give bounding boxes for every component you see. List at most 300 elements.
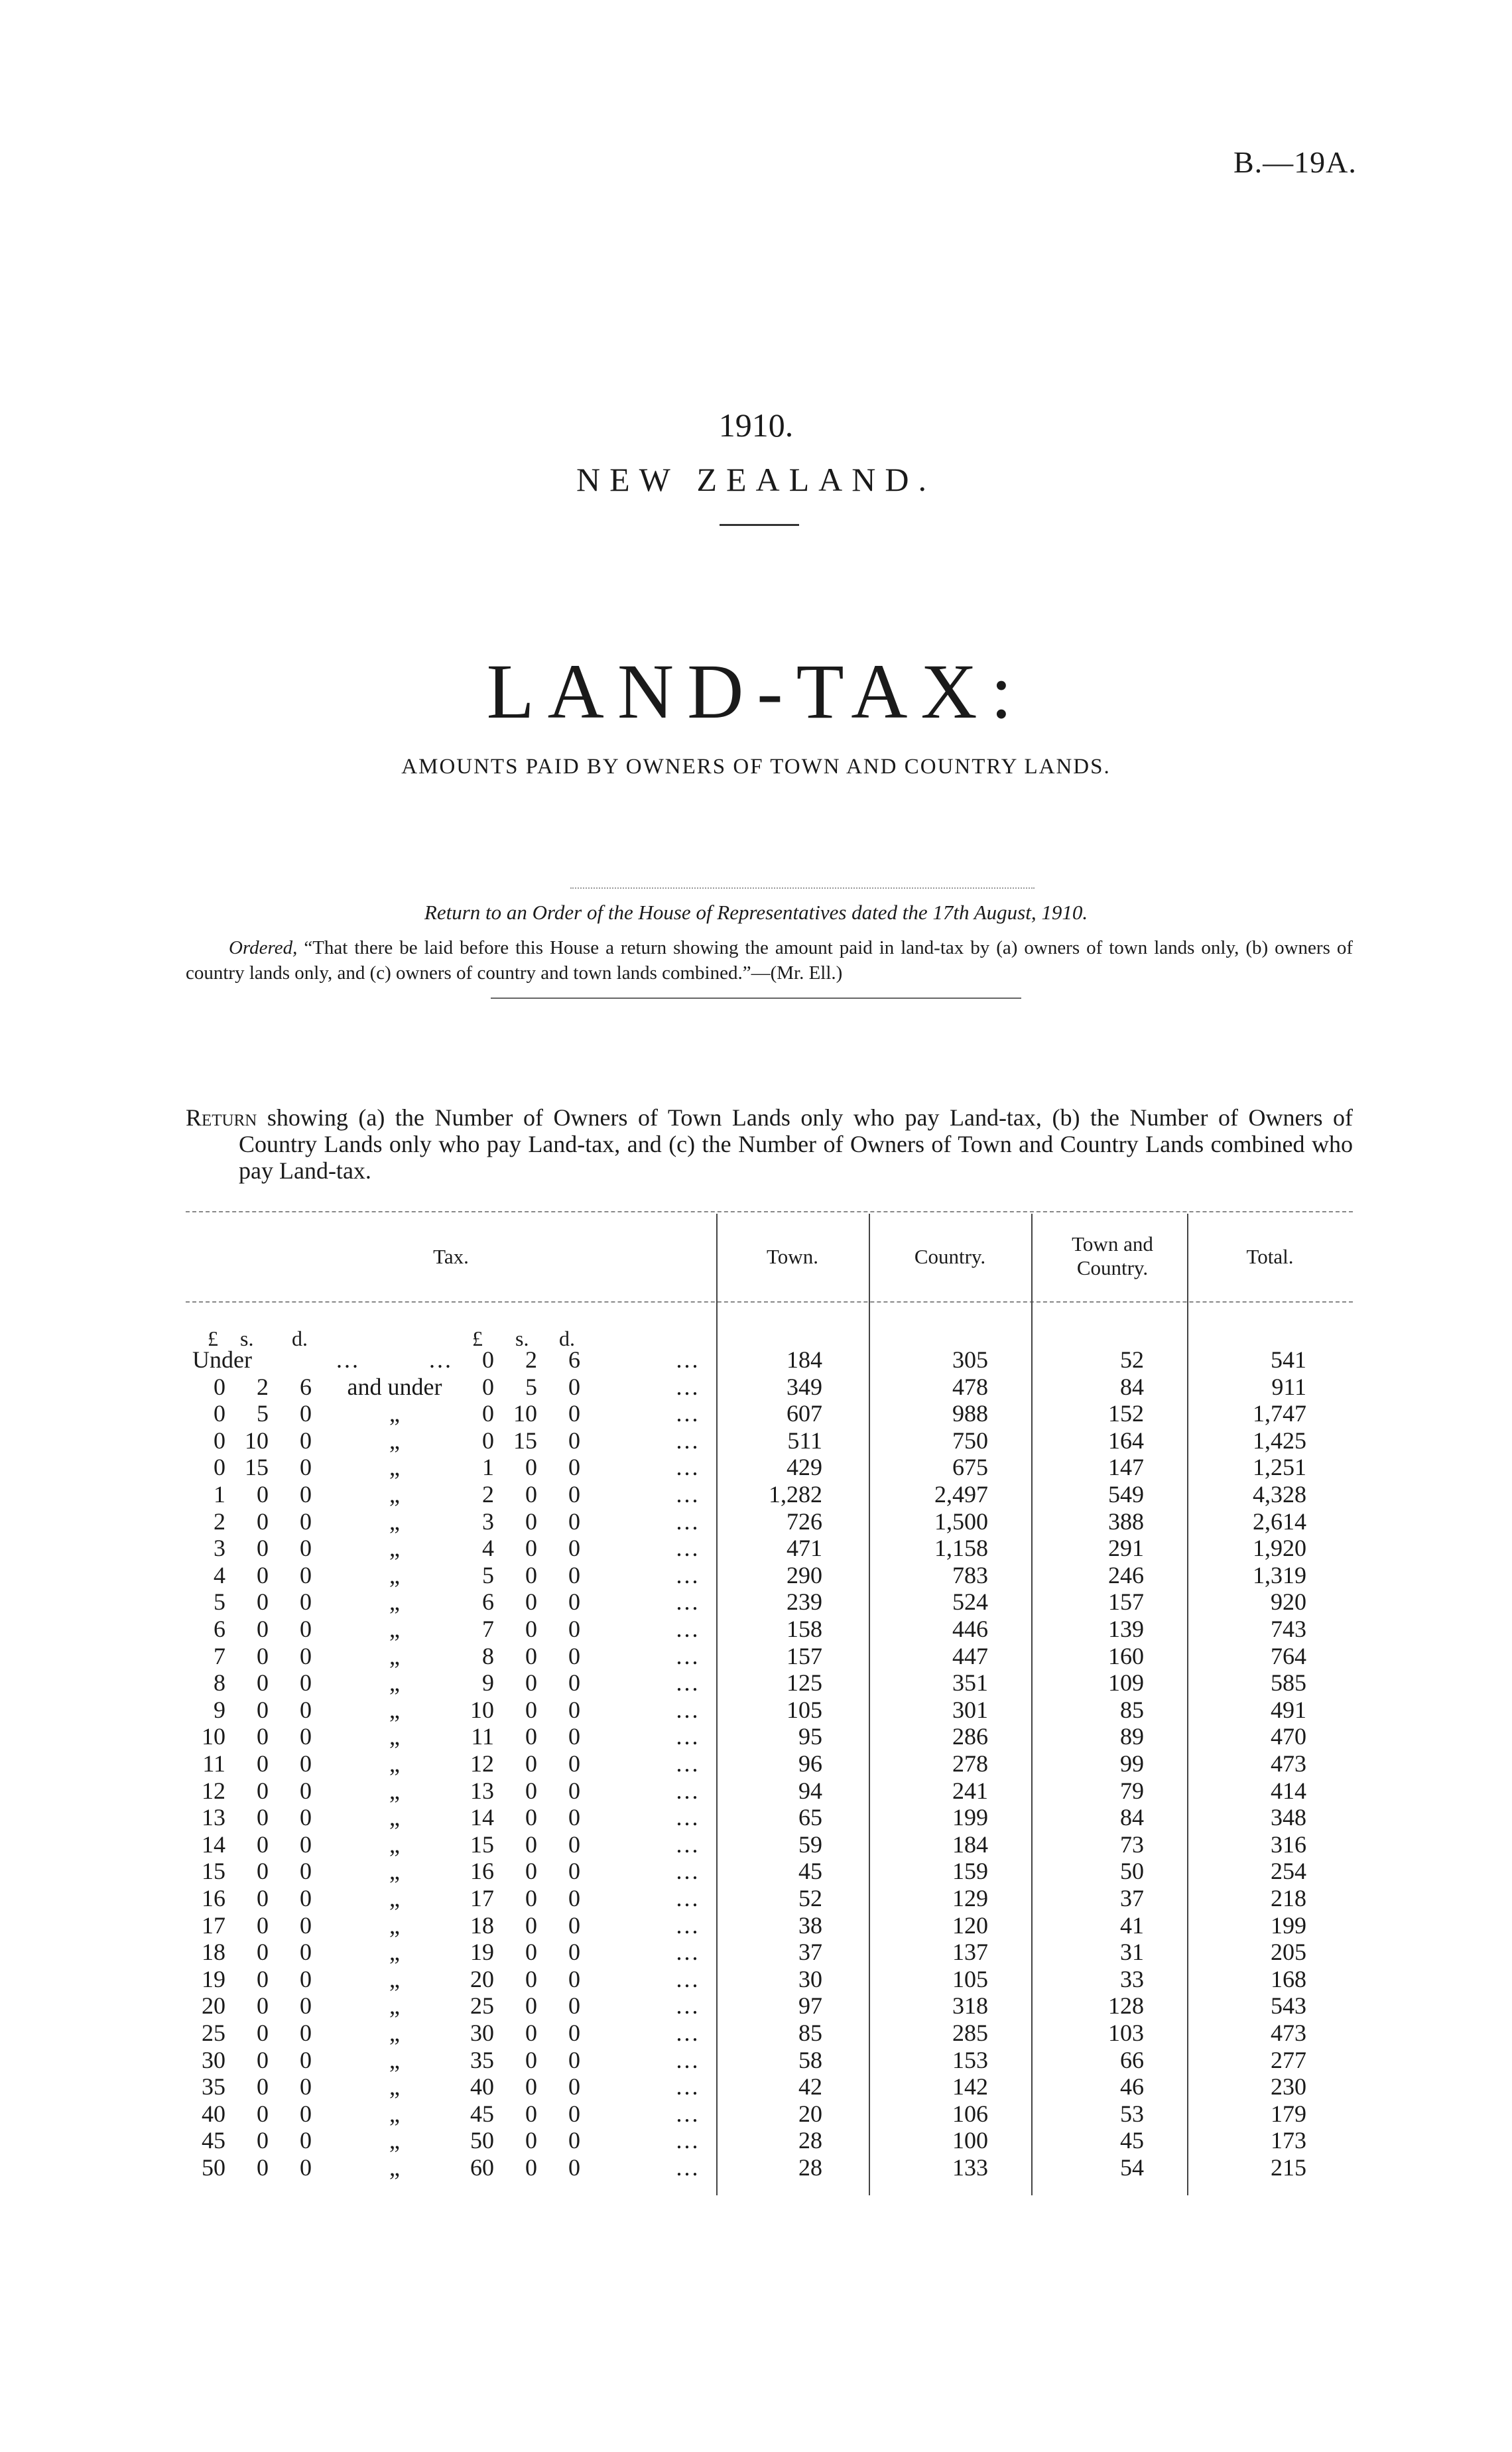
tax-to-pounds: 9 [482,1669,494,1696]
country-count: 100 [952,2127,988,2154]
leader-dots: ... [676,1616,700,1642]
country-count: 446 [952,1616,988,1642]
tax-to-pounds: 16 [470,1858,494,1884]
tax-to-pence: 0 [568,1454,580,1480]
tax-range-separator: „ [389,1777,400,1804]
tax-from-shillings: 0 [257,1697,269,1723]
tax-from-pence: 0 [300,1481,312,1508]
tax-from-pence: 0 [300,1912,312,1939]
tax-from-pence: 0 [300,1885,312,1911]
tax-from-pence: 0 [300,1643,312,1669]
tax-to-pence: 0 [568,1723,580,1750]
leader-dots: ... [676,1939,700,1965]
total-count: 254 [1271,1858,1306,1884]
tax-from-shillings: 0 [257,1723,269,1750]
ordered-text: “That there be laid before this House a return showing the amount paid in land-tax by (a) owners of town lands only, (b) owners of country lands only, and (c) owners of country and town lands combined.”—(Mr. Ell.) [186,937,1354,984]
tax-from-pence: 0 [300,1616,312,1642]
country-count: 184 [952,1831,988,1858]
tax-to-pence: 0 [568,1992,580,2019]
town-and-country-count: 41 [1120,1912,1144,1939]
tax-range-separator: „ [389,1750,400,1777]
tax-from-pence: 0 [300,1939,312,1965]
tax-to-pence: 0 [568,2073,580,2100]
tax-from-pence: 0 [300,1562,312,1588]
tax-from-shillings: 0 [257,2073,269,2100]
tax-range-separator: „ [389,1643,400,1669]
leader-dots: ... [676,1723,700,1750]
town-count: 58 [798,2047,822,2073]
tax-to-shillings: 0 [525,1454,537,1480]
tax-range-separator: „ [389,1804,400,1831]
tax-to-shillings: 0 [525,2020,537,2046]
leader-dots: ... [336,1346,360,1373]
country-count: 159 [952,1858,988,1884]
tax-to-shillings: 0 [525,1723,537,1750]
town-and-country-count: 84 [1120,1374,1144,1400]
tax-from-shillings: 0 [257,1669,269,1696]
return-order-line: Return to an Order of the House of Representatives dated the 17th August, 1910. [424,901,1088,924]
tax-range-separator: „ [389,1508,400,1535]
country-count: 1,158 [934,1535,988,1561]
tax-to-shillings: 0 [525,1481,537,1508]
total-count: 473 [1271,1750,1306,1777]
tax-from-pence: 0 [300,1858,312,1884]
leader-dots: ... [676,1750,700,1777]
tax-from-shillings: 0 [257,1912,269,1939]
tax-from-pence: 0 [300,1723,312,1750]
tax-from-shillings: 15 [245,1454,269,1480]
tax-from-pounds: 0 [214,1400,225,1427]
tax-from-shillings: 0 [257,1777,269,1804]
tax-from-shillings: 0 [257,2154,269,2181]
tax-to-pence: 0 [568,2127,580,2154]
tax-to-shillings: 0 [525,1616,537,1642]
town-and-country-count: 73 [1120,1831,1144,1858]
tax-from-shillings: 0 [257,1992,269,2019]
tax-to-pounds: 0 [482,1374,494,1400]
total-count: 4,328 [1253,1481,1306,1508]
country-count: 105 [952,1966,988,1992]
town-and-country-count: 157 [1108,1588,1144,1615]
town-count: 37 [798,1939,822,1965]
tax-from-shillings: 10 [245,1427,269,1454]
town-count: 59 [798,1831,822,1858]
tax-to-pounds: 5 [482,1562,494,1588]
country-count: 524 [952,1588,988,1615]
tax-to-pounds: 17 [470,1885,494,1911]
tax-from-shillings: 0 [257,2047,269,2073]
tax-to-shillings: 2 [525,1346,537,1373]
country-count: 318 [952,1992,988,2019]
tax-range-separator: „ [389,1588,400,1615]
tax-from-pounds: 0 [214,1374,225,1400]
country-count: 351 [952,1669,988,1696]
total-count: 1,920 [1253,1535,1306,1561]
total-count: 585 [1271,1669,1306,1696]
tax-from-pounds: 1 [214,1481,225,1508]
tax-to-pence: 0 [568,1562,580,1588]
leader-dots: ... [429,1346,453,1373]
tax-range-separator: „ [389,1885,400,1911]
tax-from-pence: 0 [300,2020,312,2046]
total-count: 179 [1271,2100,1306,2127]
tax-to-pounds: 13 [470,1777,494,1804]
tax-from-shillings: 0 [257,1750,269,1777]
leader-dots: ... [676,1346,700,1373]
table-top-rule [186,1211,1353,1212]
tax-to-pounds: 50 [470,2127,494,2154]
tax-from-label: Under [192,1346,252,1373]
tax-from-shillings: 0 [257,1885,269,1911]
tax-to-pounds: 0 [482,1400,494,1427]
country-count: 675 [952,1454,988,1480]
tax-to-pence: 0 [568,1616,580,1642]
tax-to-shillings: 0 [525,1858,537,1884]
total-count: 491 [1271,1697,1306,1723]
town-count: 125 [787,1669,822,1696]
tax-range-separator: „ [389,1966,400,1992]
town-and-country-count: 54 [1120,2154,1144,2181]
tax-to-pence: 0 [568,1804,580,1831]
tax-from-shillings: 0 [257,1939,269,1965]
tax-from-pounds: 50 [202,2154,225,2181]
divider [570,887,1035,889]
town-count: 349 [787,1374,822,1400]
tax-from-pounds: 13 [202,1804,225,1831]
tax-to-pounds: 0 [482,1427,494,1454]
town-count: 97 [798,1992,822,2019]
total-count: 230 [1271,2073,1306,2100]
tax-to-pounds: 25 [470,1992,494,2019]
divider [491,998,1021,999]
country-count: 199 [952,1804,988,1831]
column-header-town: Town. [767,1245,818,1268]
unit-shilling: s. [240,1326,254,1350]
tax-from-pence: 0 [300,1831,312,1858]
tax-to-pounds: 60 [470,2154,494,2181]
tax-range-separator: „ [389,1992,400,2019]
leader-dots: ... [676,1697,700,1723]
town-count: 94 [798,1777,822,1804]
tax-from-pence: 6 [300,1374,312,1400]
town-and-country-count: 160 [1108,1643,1144,1669]
unit-pound: £ [472,1326,483,1350]
leader-dots: ... [676,1669,700,1696]
column-divider [716,1214,718,2195]
tax-to-pounds: 4 [482,1535,494,1561]
tax-from-pounds: 5 [214,1588,225,1615]
tax-to-shillings: 0 [525,1669,537,1696]
tax-to-pounds: 30 [470,2020,494,2046]
town-and-country-count: 45 [1120,2127,1144,2154]
tax-from-pounds: 35 [202,2073,225,2100]
total-count: 168 [1271,1966,1306,1992]
tax-to-shillings: 0 [525,2073,537,2100]
town-and-country-count: 37 [1120,1885,1144,1911]
leader-dots: ... [676,1374,700,1400]
tax-to-pence: 0 [568,1966,580,1992]
tax-from-pounds: 9 [214,1697,225,1723]
total-count: 2,614 [1253,1508,1306,1535]
town-and-country-count: 84 [1120,1804,1144,1831]
country-count: 241 [952,1777,988,1804]
tax-range-separator: „ [389,1858,400,1884]
tax-to-pence: 0 [568,1400,580,1427]
town-count: 157 [787,1643,822,1669]
leader-dots: ... [676,1400,700,1427]
tax-from-pence: 0 [300,1400,312,1427]
country-count: 153 [952,2047,988,2073]
tax-to-shillings: 0 [525,2127,537,2154]
tax-from-pounds: 7 [214,1643,225,1669]
tax-range-separator: and under [347,1374,442,1400]
tax-to-pence: 0 [568,1777,580,1804]
tax-from-pence: 0 [300,1669,312,1696]
tax-range-separator: „ [389,2020,400,2046]
tax-to-pence: 0 [568,1939,580,1965]
leader-dots: ... [676,1912,700,1939]
tax-to-shillings: 0 [525,1643,537,1669]
tax-from-pence: 0 [300,2047,312,2073]
country-count: 106 [952,2100,988,2127]
country-count: 142 [952,2073,988,2100]
column-divider [869,1214,870,2195]
total-count: 173 [1271,2127,1306,2154]
tax-from-shillings: 0 [257,1831,269,1858]
leader-dots: ... [676,1966,700,1992]
tax-to-shillings: 0 [525,1831,537,1858]
tax-from-pounds: 18 [202,1939,225,1965]
tax-range-separator: „ [389,1831,400,1858]
town-and-country-count: 388 [1108,1508,1144,1535]
town-and-country-count: 99 [1120,1750,1144,1777]
total-count: 473 [1271,2020,1306,2046]
tax-from-pounds: 16 [202,1885,225,1911]
tax-from-pounds: 20 [202,1992,225,2019]
country-count: 133 [952,2154,988,2181]
tax-from-pence: 0 [300,1777,312,1804]
tax-to-pence: 0 [568,1643,580,1669]
tax-from-pounds: 3 [214,1535,225,1561]
country-heading: NEW ZEALAND. [576,461,936,498]
total-count: 215 [1271,2154,1306,2181]
leader-dots: ... [676,1858,700,1884]
total-count: 543 [1271,1992,1306,2019]
tax-from-pence: 0 [300,1992,312,2019]
town-count: 85 [798,2020,822,2046]
total-count: 743 [1271,1616,1306,1642]
country-count: 447 [952,1643,988,1669]
tax-from-pounds: 10 [202,1723,225,1750]
leader-dots: ... [676,1454,700,1480]
total-count: 218 [1271,1885,1306,1911]
town-and-country-count: 164 [1108,1427,1144,1454]
tax-to-pence: 6 [568,1346,580,1373]
leader-dots: ... [676,2073,700,2100]
total-count: 911 [1271,1374,1306,1400]
town-and-country-count: 549 [1108,1481,1144,1508]
tax-from-shillings: 0 [257,2127,269,2154]
tax-to-pence: 0 [568,1481,580,1508]
tax-to-pence: 0 [568,1374,580,1400]
tax-to-shillings: 0 [525,1777,537,1804]
town-count: 38 [798,1912,822,1939]
town-and-country-count: 128 [1108,1992,1144,2019]
tax-from-pence: 0 [300,2100,312,2127]
unit-shilling: s. [515,1326,529,1350]
tax-to-pounds: 11 [471,1723,494,1750]
town-and-country-count: 53 [1120,2100,1144,2127]
return-text: showing (a) the Number of Owners of Town Lands only who pay Land-tax, (b) the Number of Owners of Country Lands only who pay Land-tax, and (c) the Number of Owners of Town and Country Lands combined who pay Land-tax. [239,1104,1354,1184]
tax-from-pence: 0 [300,1588,312,1615]
tax-to-shillings: 0 [525,1750,537,1777]
town-and-country-count: 139 [1108,1616,1144,1642]
tax-to-pounds: 6 [482,1588,494,1615]
tax-from-pounds: 25 [202,2020,225,2046]
town-count: 184 [787,1346,822,1373]
tax-to-shillings: 15 [513,1427,537,1454]
tax-range-separator: „ [389,2100,400,2127]
town-and-country-count: 31 [1120,1939,1144,1965]
town-and-country-count: 33 [1120,1966,1144,1992]
town-count: 158 [787,1616,822,1642]
page-title: LAND-TAX: [486,648,1026,735]
tax-to-pence: 0 [568,2100,580,2127]
tax-from-pounds: 12 [202,1777,225,1804]
column-divider [1031,1214,1033,2195]
tax-to-shillings: 10 [513,1400,537,1427]
tax-to-pounds: 3 [482,1508,494,1535]
return-lead: Return [186,1104,257,1131]
town-and-country-count: 103 [1108,2020,1144,2046]
tax-to-pence: 0 [568,1427,580,1454]
tax-to-pounds: 10 [470,1697,494,1723]
tax-from-pounds: 40 [202,2100,225,2127]
town-count: 52 [798,1885,822,1911]
town-count: 429 [787,1454,822,1480]
town-count: 726 [787,1508,822,1535]
tax-from-pounds: 30 [202,2047,225,2073]
tax-range-separator: „ [389,1912,400,1939]
tax-to-pence: 0 [568,1669,580,1696]
leader-dots: ... [676,1535,700,1561]
town-count: 1,282 [769,1481,822,1508]
town-and-country-count: 50 [1120,1858,1144,1884]
tax-to-pounds: 18 [470,1912,494,1939]
town-count: 65 [798,1804,822,1831]
tax-from-pence: 0 [300,1750,312,1777]
town-count: 28 [798,2127,822,2154]
tax-from-shillings: 0 [257,2100,269,2127]
country-count: 305 [952,1346,988,1373]
leader-dots: ... [676,2127,700,2154]
tax-from-pounds: 6 [214,1616,225,1642]
tax-range-separator: „ [389,1669,400,1696]
country-count: 750 [952,1427,988,1454]
tax-to-pounds: 19 [470,1939,494,1965]
country-count: 1,500 [934,1508,988,1535]
tax-from-pence: 0 [300,2154,312,2181]
country-count: 478 [952,1374,988,1400]
leader-dots: ... [676,1777,700,1804]
tax-from-pence: 0 [300,1966,312,1992]
town-and-country-count: 291 [1108,1535,1144,1561]
leader-dots: ... [676,1804,700,1831]
ordered-label: Ordered, [229,937,298,958]
tax-from-pence: 0 [300,1508,312,1535]
unit-pence: d. [292,1326,308,1350]
tax-to-pounds: 35 [470,2047,494,2073]
town-count: 30 [798,1966,822,1992]
tax-range-separator: „ [389,1481,400,1508]
tax-range-separator: „ [389,1562,400,1588]
town-and-country-count: 152 [1108,1400,1144,1427]
tax-from-pounds: 8 [214,1669,225,1696]
tax-to-pounds: 20 [470,1966,494,1992]
tax-range-separator: „ [389,2154,400,2181]
column-header-total: Total. [1246,1245,1294,1268]
tax-from-shillings: 0 [257,1858,269,1884]
town-count: 45 [798,1858,822,1884]
tax-from-shillings: 0 [257,1804,269,1831]
ordered-paragraph [186,935,1353,986]
return-description [186,1104,1353,1184]
tax-from-pounds: 4 [214,1562,225,1588]
total-count: 414 [1271,1777,1306,1804]
tax-to-pence: 0 [568,2020,580,2046]
leader-dots: ... [676,2100,700,2127]
tax-range-separator: „ [389,1427,400,1454]
total-count: 316 [1271,1831,1306,1858]
tax-range-separator: „ [389,2127,400,2154]
tax-to-shillings: 0 [525,2047,537,2073]
tax-range-separator: „ [389,2073,400,2100]
total-count: 1,319 [1253,1562,1306,1588]
tax-from-shillings: 0 [257,1508,269,1535]
country-count: 278 [952,1750,988,1777]
tax-from-pounds: 0 [214,1454,225,1480]
tax-to-pounds: 40 [470,2073,494,2100]
tax-range-separator: „ [389,1723,400,1750]
town-count: 96 [798,1750,822,1777]
tax-from-pence: 0 [300,1454,312,1480]
tax-to-pounds: 12 [470,1750,494,1777]
column-header-country: Country. [914,1245,986,1268]
town-and-country-count: 85 [1120,1697,1144,1723]
tax-from-shillings: 0 [257,1966,269,1992]
leader-dots: ... [676,1427,700,1454]
tax-to-pence: 0 [568,1588,580,1615]
tax-from-shillings: 0 [257,1481,269,1508]
town-and-country-count: 52 [1120,1346,1144,1373]
tax-range-separator: „ [389,2047,400,2073]
town-and-country-count: 147 [1108,1454,1144,1480]
tax-from-shillings: 5 [257,1400,269,1427]
town-count: 42 [798,2073,822,2100]
tax-to-pence: 0 [568,1697,580,1723]
tax-to-pounds: 0 [482,1346,494,1373]
document-reference: B.—19A. [1233,145,1357,179]
town-count: 290 [787,1562,822,1588]
tax-to-pounds: 7 [482,1616,494,1642]
town-count: 105 [787,1697,822,1723]
column-header-tax: Tax. [433,1245,469,1268]
tax-range-separator: „ [389,1939,400,1965]
leader-dots: ... [676,1588,700,1615]
tax-to-shillings: 0 [525,1588,537,1615]
tax-from-pounds: 11 [202,1750,225,1777]
tax-to-pounds: 1 [482,1454,494,1480]
